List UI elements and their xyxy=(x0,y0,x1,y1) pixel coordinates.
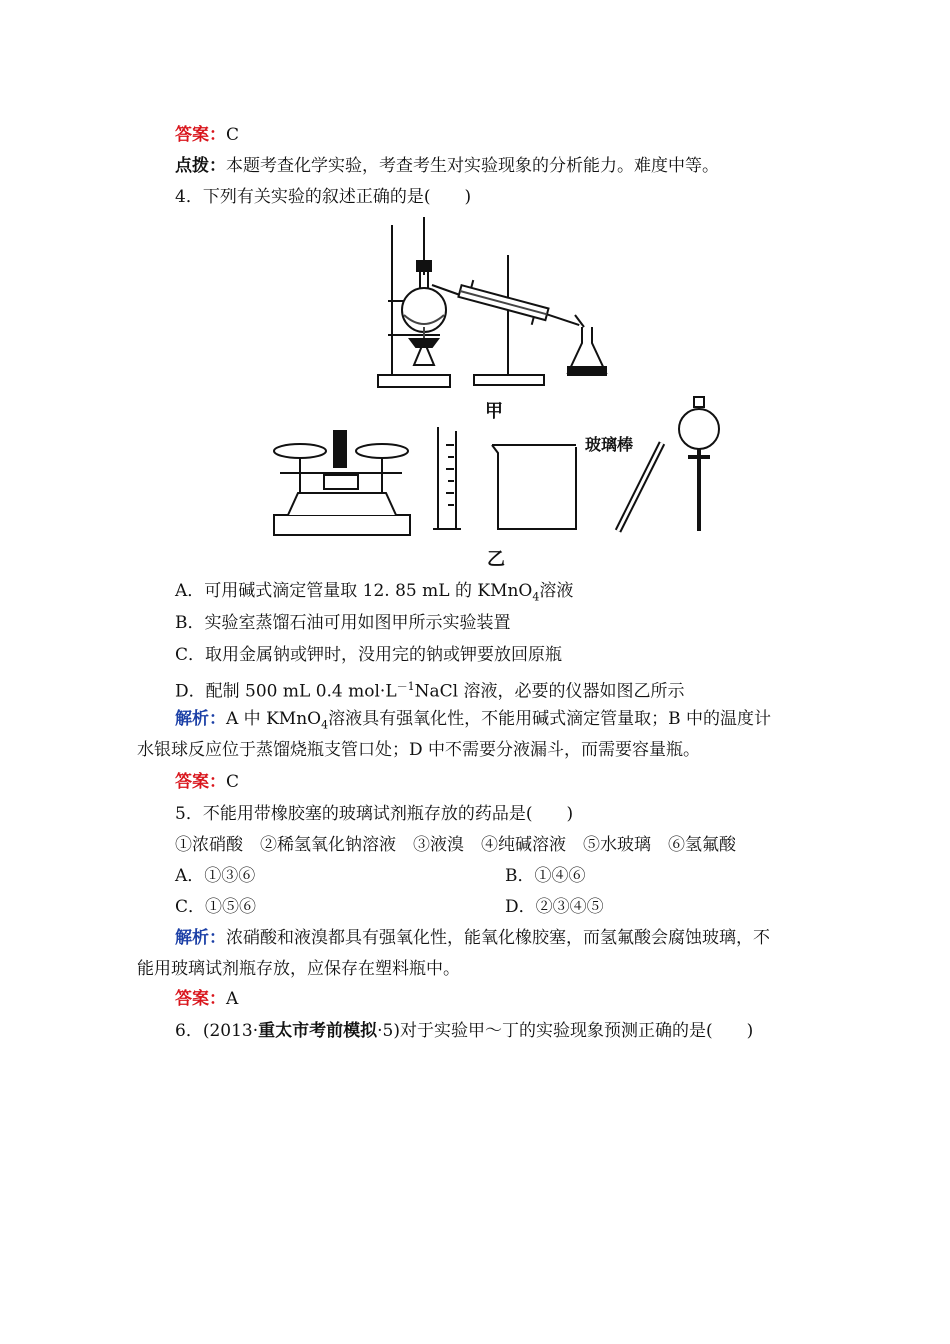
q3-answer-value: C xyxy=(226,125,240,145)
graduated-cylinder-icon xyxy=(433,427,461,529)
q5-option-c: C．①⑤⑥ xyxy=(175,897,257,917)
q4-option-a-subscript: 4 xyxy=(532,590,540,604)
distillation-apparatus-figure xyxy=(370,215,620,395)
q4-analysis-line2: 水银球反应位于蒸馏烧瓶支管口处；D 中不需要分液漏斗，而需要容量瓶。 xyxy=(137,740,701,760)
q4-option-a-tail: 溶液 xyxy=(539,581,574,601)
figure-yi-label: 乙 xyxy=(487,549,505,570)
q3-tip-line xyxy=(175,155,719,177)
q5-option-d: D．②③④⑤ xyxy=(505,897,604,917)
q6-stem-source: 重太市考前模拟 xyxy=(258,1021,378,1041)
q3-tip-label: 点拨： xyxy=(175,156,226,176)
q4-option-d-superscript: －1 xyxy=(396,680,415,693)
q5-option-a: A．①③⑥ xyxy=(175,866,256,886)
q4-stem: 4．下列有关实验的叙述正确的是( ) xyxy=(175,187,472,207)
q4-option-a xyxy=(175,580,573,608)
q6-stem-tail: ·5)对于实验甲～丁的实验现象预测正确的是( ) xyxy=(377,1021,754,1041)
q4-option-d-tail: NaCl 溶液，必要的仪器如图乙所示 xyxy=(414,681,685,702)
q5-analysis-text: 浓硝酸和液溴都具有强氧化性，能氧化橡胶塞，而氢氟酸会腐蚀玻璃，不 xyxy=(226,928,770,948)
q5-stem: 5．不能用带橡胶塞的玻璃试剂瓶存放的药品是( ) xyxy=(175,804,574,824)
q4-answer-value: C xyxy=(226,772,240,792)
separatory-funnel-icon xyxy=(679,397,719,531)
q5-analysis-label: 解析： xyxy=(175,928,226,948)
q5-option-b: B．①④⑥ xyxy=(505,866,586,886)
q4-analysis-line1 xyxy=(175,708,771,736)
q4-analysis-text: A 中 KMnO xyxy=(226,709,322,729)
instruments-figure xyxy=(270,395,720,545)
balance-icon xyxy=(274,431,410,535)
q4-analysis-tail: 溶液具有强氧化性，不能用碱式滴定管量取；B 中的温度计 xyxy=(328,709,771,729)
beaker-icon xyxy=(492,445,576,529)
q4-analysis-label: 解析： xyxy=(175,709,226,729)
q5-items: ①浓硝酸 ②稀氢氧化钠溶液 ③液溴 ④纯碱溶液 ⑤水玻璃 ⑥氢氟酸 xyxy=(175,835,736,855)
glass-rod-label: 玻璃棒 xyxy=(585,435,634,454)
q4-option-d xyxy=(175,676,684,703)
q4-option-b: B．实验室蒸馏石油可用如图甲所示实验装置 xyxy=(175,613,511,633)
q6-stem xyxy=(175,1020,753,1042)
q6-stem-prefix: 6．(2013· xyxy=(175,1021,259,1041)
figure-jia-label: 甲 xyxy=(485,401,503,422)
q5-answer-line xyxy=(175,988,238,1010)
q5-answer-label: 答案： xyxy=(175,989,226,1009)
q4-option-a-text: A．可用碱式滴定管量取 12. 85 mL 的 KMnO xyxy=(175,581,533,601)
q3-answer-label: 答案： xyxy=(175,125,226,145)
glass-rod-icon xyxy=(618,443,662,531)
q3-tip-text: 本题考查化学实验，考查考生对实验现象的分析能力。难度中等。 xyxy=(226,156,719,176)
q4-answer-label: 答案： xyxy=(175,772,226,792)
q4-analysis-subscript: 4 xyxy=(321,718,329,732)
q3-answer-line xyxy=(175,124,239,146)
q4-option-c: C．取用金属钠或钾时，没用完的钠或钾要放回原瓶 xyxy=(175,645,563,665)
q5-analysis-line2: 能用玻璃试剂瓶存放，应保存在塑料瓶中。 xyxy=(137,959,460,979)
q5-answer-value: A xyxy=(226,989,239,1009)
q4-answer-line xyxy=(175,771,239,793)
q5-analysis-line1 xyxy=(175,927,770,949)
q4-option-d-text: D．配制 500 mL 0.4 mol·L xyxy=(175,681,397,702)
